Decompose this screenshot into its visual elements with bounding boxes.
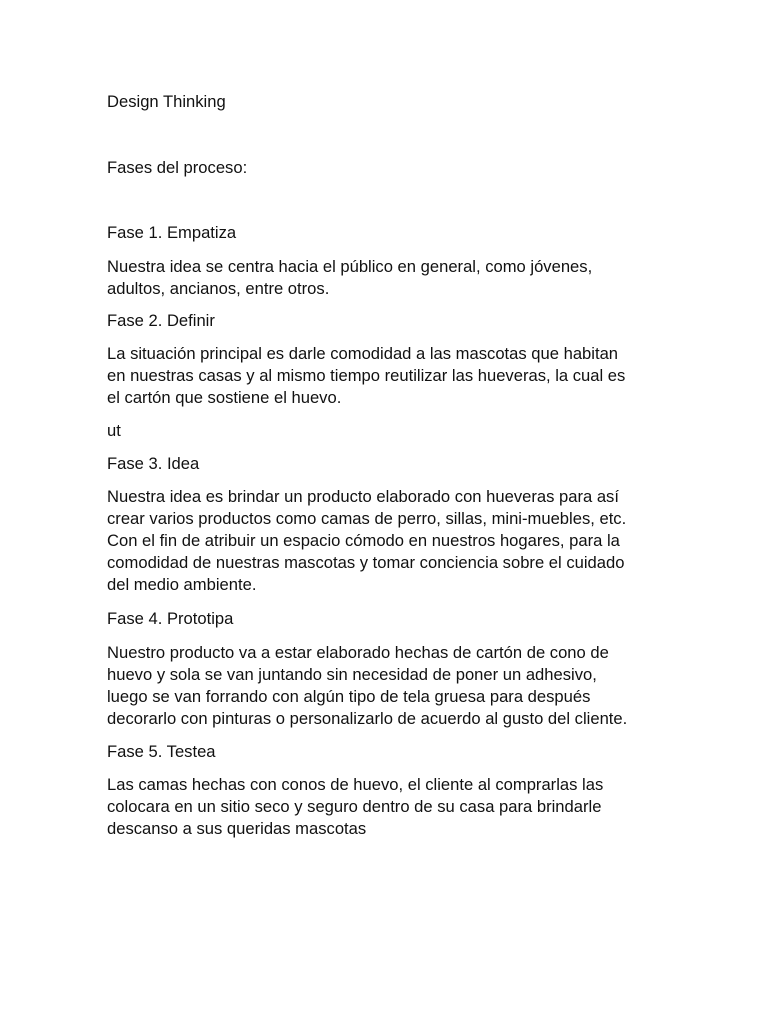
phase1-line: Nuestra idea se centra hacia el público en general, como jóvenes, — [107, 257, 593, 276]
document-title: Design Thinking — [107, 92, 226, 111]
phase4-line: Nuestro producto va a estar elaborado hechas de cartón de cono de — [107, 643, 609, 662]
section-subtitle: Fases del proceso: — [107, 158, 248, 177]
phase2-line: en nuestras casas y al mismo tiempo reutilizar las hueveras, la cual es — [107, 366, 626, 385]
phase5-paragraph — [107, 774, 667, 840]
phase3-line: Nuestra idea es brindar un producto elaborado con hueveras para así — [107, 487, 619, 506]
phase4-heading: Fase 4. Prototipa — [107, 609, 234, 628]
phase4-line: huevo y sola se van juntando sin necesidad de poner un adhesivo, — [107, 665, 597, 684]
phase3-paragraph — [107, 486, 667, 596]
phase1-line: adultos, ancianos, entre otros. — [107, 279, 330, 298]
phase3-heading: Fase 3. Idea — [107, 454, 200, 473]
phase1-paragraph — [107, 256, 667, 300]
phase5-line: Las camas hechas con conos de huevo, el cliente al comprarlas las — [107, 775, 604, 794]
phase3-line: Con el fin de atribuir un espacio cómodo en nuestros hogares, para la — [107, 531, 620, 550]
phase5-line: colocara en un sitio seco y seguro dentro de su casa para brindarle — [107, 797, 602, 816]
phase3-line: comodidad de nuestras mascotas y tomar conciencia sobre el cuidado — [107, 553, 625, 572]
phase4-paragraph — [107, 642, 667, 730]
phase4-line: decorarlo con pinturas o personalizarlo de acuerdo al gusto del cliente. — [107, 709, 628, 728]
phase3-line: crear varios productos como camas de perro, sillas, mini-muebles, etc. — [107, 509, 627, 528]
phase2-heading: Fase 2. Definir — [107, 311, 215, 330]
phase5-heading: Fase 5. Testea — [107, 742, 216, 761]
phase2-line: La situación principal es darle comodidad a las mascotas que habitan — [107, 344, 619, 363]
phase3-line: del medio ambiente. — [107, 575, 257, 594]
stray-text: ut — [107, 421, 121, 440]
phase5-line: descanso a sus queridas mascotas — [107, 819, 367, 838]
phase1-heading: Fase 1. Empatiza — [107, 223, 237, 242]
phase2-paragraph — [107, 343, 667, 409]
phase2-line: el cartón que sostiene el huevo. — [107, 388, 342, 407]
phase4-line: luego se van forrando con algún tipo de tela gruesa para después — [107, 687, 591, 706]
